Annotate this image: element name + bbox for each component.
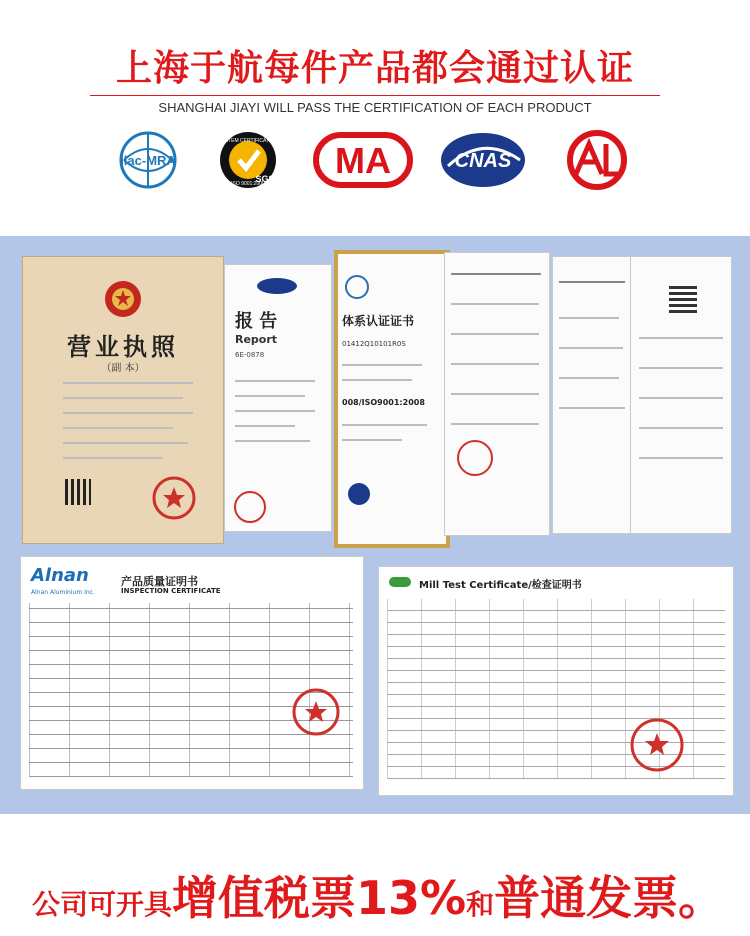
qr-code-icon	[669, 285, 697, 313]
page-subtitle: SHANGHAI JIAYI WILL PASS THE CERTIFICATION OF EACH PRODUCT	[158, 100, 592, 115]
cert-iso: 008/ISO9001:2008	[342, 398, 425, 407]
cnas-mini-icon	[255, 277, 299, 295]
report-title-en: Report	[235, 333, 278, 346]
page-title: 上海于航每件产品都会通过认证	[115, 48, 634, 89]
ma-text: MA	[335, 140, 391, 181]
customs-form-doc-2	[552, 256, 632, 534]
mill-title: Mill Test Certificate/检查证明书	[419, 580, 582, 591]
invoice-text-1: 公司可开具	[32, 888, 173, 921]
ilac-text: ilac-MRA	[120, 153, 176, 168]
sgs-mark: SGS	[255, 174, 275, 184]
system-certificate-doc	[334, 250, 450, 548]
customs-seal-icon	[455, 438, 495, 478]
cert-code: 01412Q10101R0S	[342, 340, 406, 348]
national-emblem-icon	[103, 279, 143, 319]
qr-code-icon	[65, 479, 91, 505]
alnan-inspection-certificate	[20, 556, 364, 790]
invoice-text-vat: 增值税票13%	[172, 871, 467, 925]
license-seal-icon	[151, 475, 197, 521]
cnas-text: CNAS	[454, 150, 512, 172]
cnas-logo	[438, 130, 528, 190]
title-divider	[90, 95, 660, 96]
mill-seal-icon	[629, 717, 685, 773]
invoice-banner	[0, 846, 750, 928]
cert-title: 体系认证证书	[342, 314, 415, 328]
alnan-seal-icon	[291, 687, 341, 737]
ma-logo	[313, 130, 413, 190]
alnan-title: 产品质量证明书	[121, 575, 198, 588]
cal-text: CAL	[596, 188, 598, 189]
invoice-text-and: 和	[466, 888, 495, 921]
report-number: 6E-0878	[235, 351, 265, 359]
mill-test-certificate	[378, 566, 734, 796]
certification-logos	[108, 130, 648, 190]
ilac-mra-logo	[108, 130, 188, 190]
license-subtitle: （副 本）	[101, 363, 145, 374]
cal-logo	[556, 130, 638, 190]
license-title: 营业执照	[67, 332, 179, 361]
invoice-text-normal: 普通发票。	[494, 871, 725, 925]
certificates-panel	[0, 236, 750, 814]
mill-logo-icon	[389, 577, 411, 587]
iaf-logo-icon	[344, 482, 374, 506]
alnan-brand-sub: Alnan Aluminium Inc.	[31, 589, 95, 596]
alnan-brand: Alnan	[31, 565, 89, 586]
report-title: 报 告	[235, 311, 278, 332]
report-seal-icon	[233, 490, 267, 524]
customs-form-doc-3	[630, 256, 732, 534]
sgs-logo	[211, 130, 285, 190]
cqc-logo-icon	[344, 274, 370, 300]
alnan-title-en: INSPECTION CERTIFICATE	[121, 587, 221, 595]
inspection-report-doc	[224, 264, 332, 532]
sgs-top-text: SYSTEM CERTIFICATION	[218, 138, 278, 144]
sgs-bottom-text: ISO 9001:2000	[231, 181, 265, 187]
business-license-doc	[22, 256, 224, 544]
customs-form-doc-1	[444, 252, 550, 536]
